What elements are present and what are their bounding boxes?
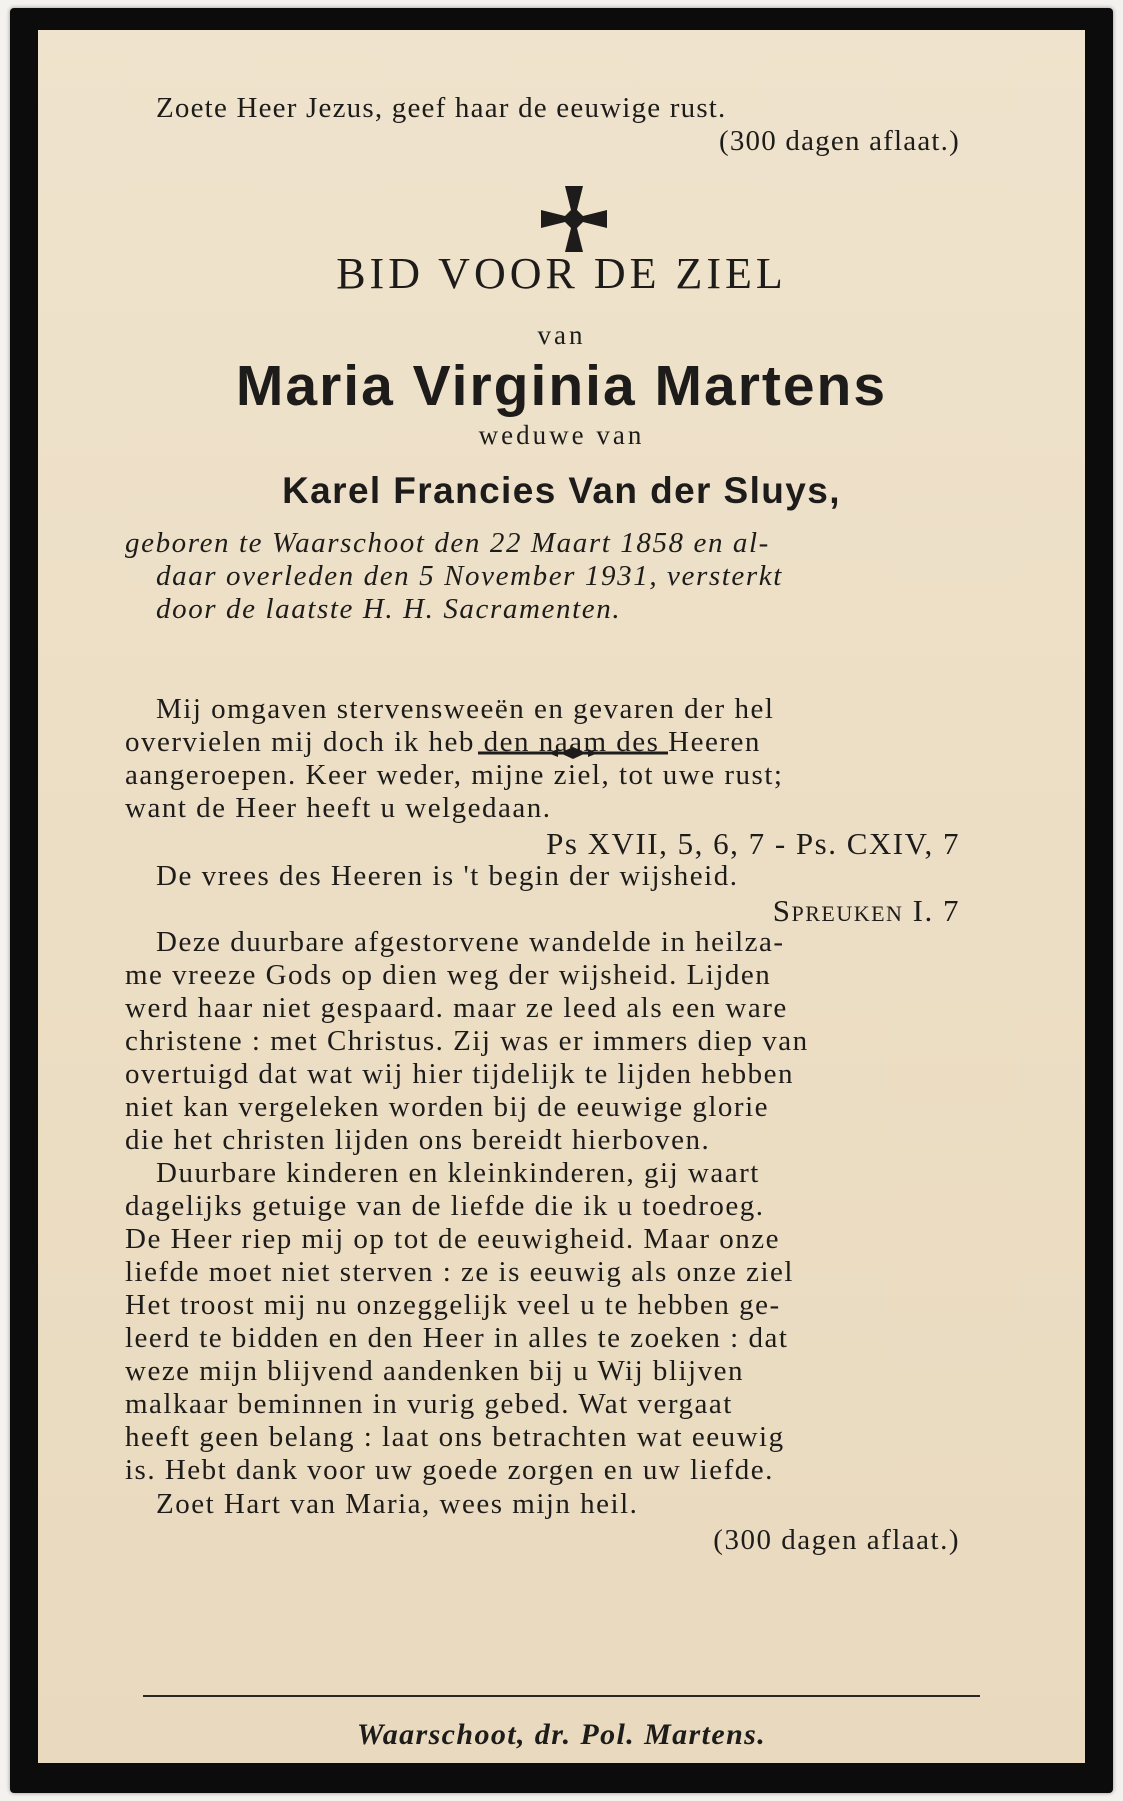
cross-pattee-icon	[541, 186, 607, 252]
text-line: werd haar niet gespaard. maar ze leed als een ware	[125, 992, 788, 1024]
scripture-reference: Spreuken I. 7	[772, 893, 960, 928]
memorial-card	[10, 8, 1113, 1793]
text-line: is. Hebt dank voor uw goede zorgen en uw liefde.	[125, 1454, 774, 1486]
text-line: malkaar beminnen in vurig gebed. Wat vergaat	[125, 1388, 733, 1420]
text-line: Mij omgaven stervensweeën en gevaren der hel	[156, 693, 775, 725]
text-line: christene : met Christus. Zij was er immers diep van	[125, 1025, 809, 1057]
deceased-name: Maria Virginia Martens	[235, 354, 888, 418]
text-line: De Heer riep mij op tot de eeuwigheid. Maar onze	[125, 1223, 781, 1255]
text-line: niet kan vergeleken worden bij de eeuwige glorie	[125, 1091, 769, 1123]
card-paper	[38, 30, 1085, 1763]
closing-prayer: Zoet Hart van Maria, wees mijn heil.	[156, 1488, 639, 1520]
heading-bid: BID VOOR DE ZIEL	[336, 249, 787, 298]
husband-name: Karel Francies Van der Sluys,	[282, 470, 841, 511]
text-line: liefde moet niet sterven : ze is eeuwig als onze ziel	[125, 1256, 794, 1288]
footer-rule	[143, 1695, 980, 1697]
heading-van: van	[537, 320, 586, 350]
text-line: me vreeze Gods op dien weg der wijsheid. Lijden	[125, 959, 772, 991]
bio-line: door de laatste H. H. Sacramenten.	[156, 593, 622, 625]
closing-indulgence: (300 dagen aflaat.)	[713, 1524, 960, 1556]
text-line: heeft geen belang : laat ons betrachten wat eeuwig	[125, 1421, 785, 1453]
text-line: dagelijks getuige van de liefde die ik u toedroeg.	[125, 1190, 765, 1222]
text-line: Het troost mij nu onzeggelijk veel u te hebben ge-	[125, 1289, 781, 1321]
text-line: overtuigd dat wat wij hier tijdelijk te lijden hebben	[125, 1058, 795, 1090]
text-line: want de Heer heeft u welgedaan.	[125, 792, 552, 824]
scripture-reference: Ps XVII, 5, 6, 7 - Ps. CXIV, 7	[546, 826, 960, 861]
top-indulgence: (300 dagen aflaat.)	[719, 125, 960, 157]
bio-line: geboren te Waarschoot den 22 Maart 1858 en al-	[125, 527, 770, 559]
printer-footer: Waarschoot, dr. Pol. Martens.	[356, 1718, 767, 1751]
bio-line: daar overleden den 5 November 1931, versterkt	[156, 560, 783, 592]
text-line: Deze duurbare afgestorvene wandelde in heilza-	[156, 926, 785, 958]
text-line: De vrees des Heeren is 't begin der wijsheid.	[156, 860, 739, 892]
text-line: aangeroepen. Keer weder, mijne ziel, tot uwe rust;	[125, 759, 784, 791]
text-line: Duurbare kinderen en kleinkinderen, gij waart	[156, 1157, 760, 1189]
text-line: leerd te bidden en den Heer in alles te zoeken : dat	[125, 1322, 789, 1354]
top-prayer-line: Zoete Heer Jezus, geef haar de eeuwige rust.	[156, 92, 727, 124]
heading-weduwe: weduwe van	[478, 420, 645, 450]
text-line: overvielen mij doch ik heb den naam des Heeren	[125, 726, 761, 758]
text-line: die het christen lijden ons bereidt hierboven.	[125, 1124, 711, 1156]
text-line: weze mijn blijvend aandenken bij u Wij blijven	[125, 1355, 744, 1387]
